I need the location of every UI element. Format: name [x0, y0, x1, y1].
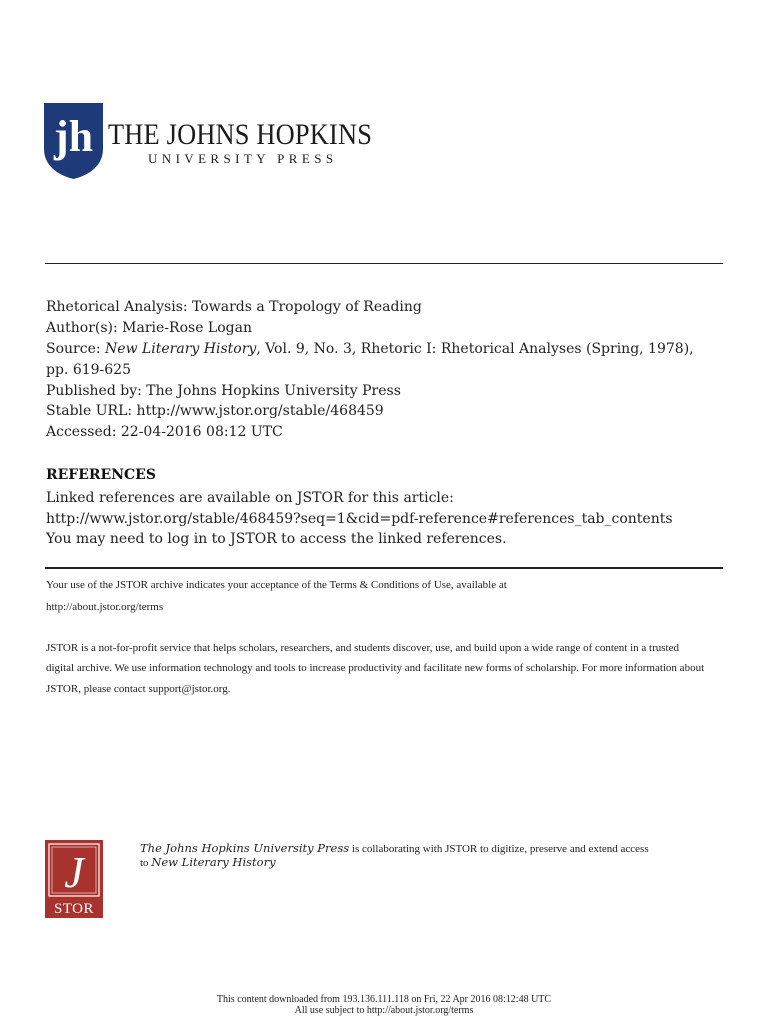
published-by: The Johns Hopkins University Press [146, 383, 401, 399]
collaboration-line-1 [140, 841, 649, 856]
jstor-wordmark: STOR [53, 901, 95, 917]
source-details: , Vol. 9, No. 3, Rhetoric I: Rhetorical Analyses (Spring, 1978), [256, 341, 694, 357]
accessed-line [46, 422, 283, 442]
collab-press-name: The Johns Hopkins University Press [140, 841, 350, 855]
stable-url-link[interactable]: http://www.jstor.org/stable/468459 [136, 403, 384, 419]
terms-footer: All use subject to http://about.jstor.org/terms [294, 1005, 474, 1016]
middle-divider [45, 567, 723, 569]
published-label: Published by: [46, 383, 142, 399]
author-name: Marie-Rose Logan [122, 320, 252, 336]
top-divider [45, 263, 723, 264]
collaboration-line-2 [140, 855, 276, 870]
publisher-name: THE JOHNS HOPKINS [108, 118, 373, 151]
article-title: Rhetorical Analysis: Towards a Tropology of Reading [46, 299, 422, 315]
accessed-label: Accessed: [46, 424, 117, 440]
collab-text: is collaborating with JSTOR to digitize, preserve and extend access [349, 843, 649, 855]
shield-letters: jh [53, 112, 94, 161]
source-journal: New Literary History [105, 341, 257, 357]
jstor-logo-icon [45, 840, 103, 918]
references-login-note: You may need to log in to JSTOR to access the linked references. [46, 531, 507, 547]
references-intro: Linked references are available on JSTOR for this article: [46, 490, 454, 506]
publisher-logo [44, 103, 373, 183]
about-line-3: JSTOR, please contact support@jstor.org. [46, 683, 231, 695]
source-line [46, 339, 694, 359]
references-heading: REFERENCES [46, 467, 156, 483]
pages-line: pp. 619-625 [46, 362, 131, 378]
author-label: Author(s): [46, 320, 118, 336]
accessed-date: 22-04-2016 08:12 UTC [120, 424, 283, 440]
published-line [46, 381, 401, 401]
stable-url-line [46, 401, 384, 421]
download-info: This content downloaded from 193.136.111.118 on Fri, 22 Apr 2016 08:12:48 UTC [216, 994, 552, 1005]
stable-url-label: Stable URL: [46, 403, 133, 419]
collab-journal: New Literary History [151, 855, 276, 869]
terms-link[interactable]: http://about.jstor.org/terms [46, 601, 164, 613]
jstor-letter: J [64, 848, 84, 897]
jh-shield-icon [44, 103, 103, 179]
about-line-2: digital archive. We use information technology and tools to increase productivity and facilitate new forms of scholarship. For more information about [46, 662, 705, 674]
about-line-1: JSTOR is a not-for-profit service that helps scholars, researchers, and students discover, use, and build upon a wide range of content in a trusted [46, 642, 679, 654]
publisher-subtitle: UNIVERSITY PRESS [148, 151, 338, 166]
jstor-logo [45, 840, 103, 918]
source-label: Source: [46, 341, 101, 357]
references-link[interactable]: http://www.jstor.org/stable/468459?seq=1&cid=pdf-reference#references_tab_contents [46, 511, 673, 527]
author-line [46, 318, 252, 338]
terms-text: Your use of the JSTOR archive indicates your acceptance of the Terms & Conditions of Use, available at [46, 579, 507, 591]
collab-to: to [140, 857, 152, 869]
